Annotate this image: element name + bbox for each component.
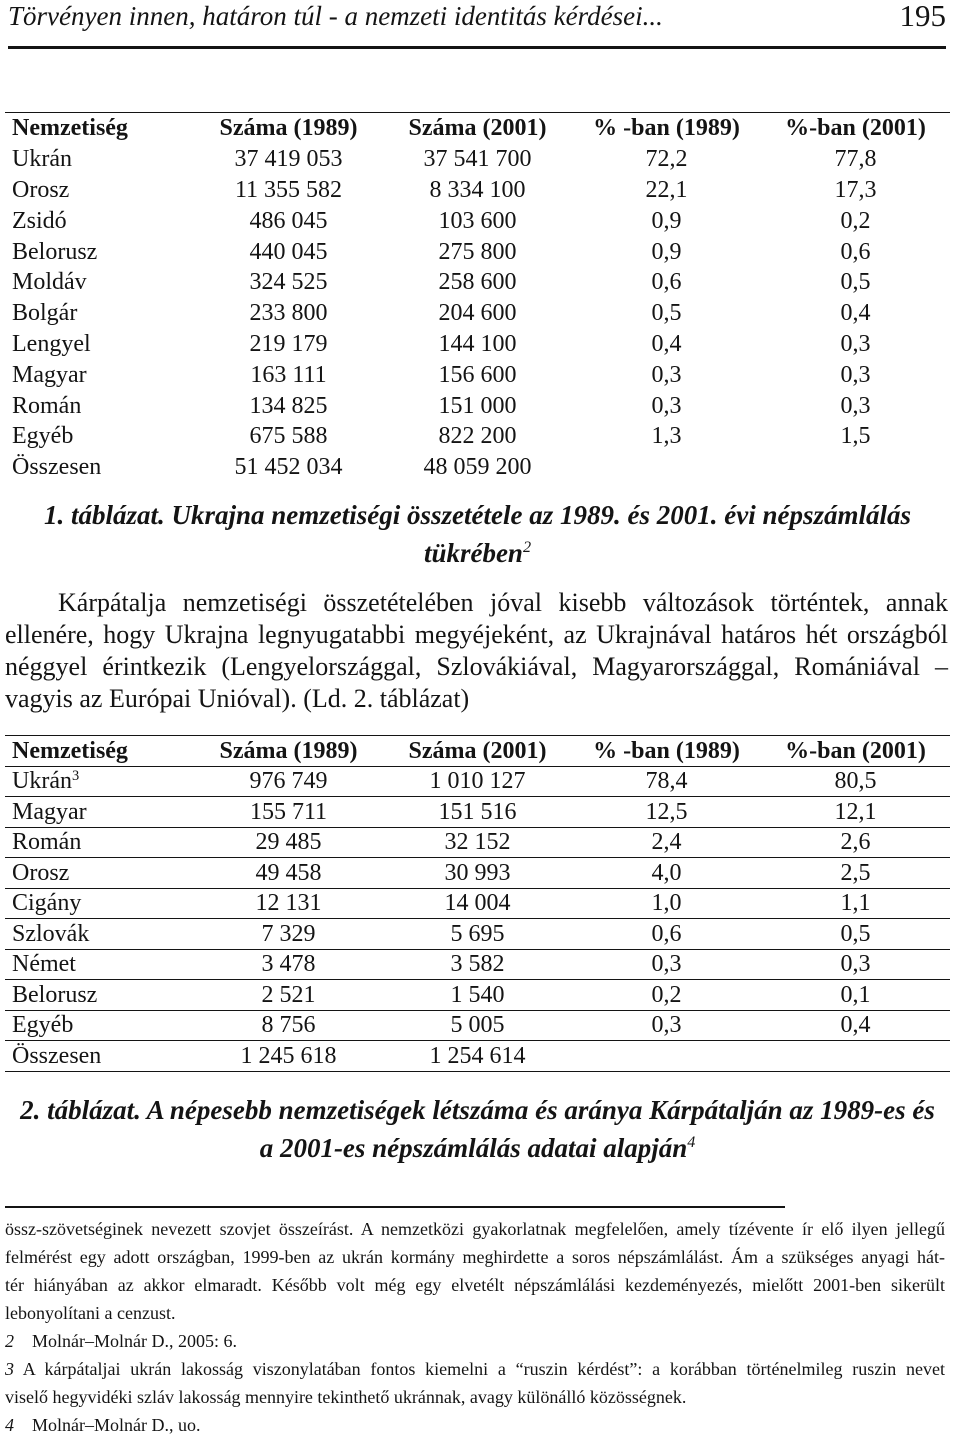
column-header: %-ban (2001) [761, 736, 950, 767]
paragraph-line: néggyel érintkezik (Lengyelországgal, Szlovákiával, Magyarországgal, Romániával – [5, 652, 948, 681]
paragraph-line: Kárpátalja nemzetiségi összetételében jóval kisebb változások történtek, annak [58, 588, 948, 617]
cell-text: 17,3 [834, 176, 877, 203]
row-label-cell [5, 949, 194, 980]
table-cell [572, 797, 761, 828]
caption-text: a 2001-es népszámlálás adatai alapján [259, 1133, 688, 1163]
table-cell [194, 390, 383, 421]
row-label-cell [5, 1041, 194, 1072]
cell-text: 0,3 [840, 392, 871, 419]
cell-text: 0,3 [651, 392, 682, 419]
row-label-cell [5, 144, 194, 175]
cell-text: 0,9 [651, 238, 682, 265]
cell-text: Román [12, 392, 82, 419]
table-cell [572, 452, 761, 483]
cell-text: 0,3 [651, 951, 682, 978]
cell-text: 0,2 [651, 981, 682, 1008]
table-cell [572, 267, 761, 298]
column-header: Száma (1989) [194, 113, 383, 144]
cell-text: Moldáv [12, 269, 87, 296]
table-row [5, 390, 950, 421]
cell-text: 0,3 [840, 330, 871, 357]
table-row [5, 236, 950, 267]
footnote-number: 3 [5, 1359, 14, 1379]
cell-text: 77,8 [834, 146, 877, 173]
table-cell [383, 298, 572, 329]
body-paragraph [5, 587, 948, 715]
table-cell [194, 421, 383, 452]
table-cell [761, 919, 950, 950]
table-cell [761, 359, 950, 390]
cell-text: 233 800 [249, 300, 328, 327]
table-cell [383, 797, 572, 828]
cell-text: 0,4 [840, 300, 871, 327]
table-row [5, 175, 950, 206]
cell-text: Román [12, 829, 82, 856]
cell-text: 14 004 [444, 890, 511, 917]
cell-text: 12,1 [834, 798, 877, 825]
table-cell [194, 919, 383, 950]
table-row [5, 298, 950, 329]
cell-text: 32 152 [444, 829, 511, 856]
table-2-header [5, 736, 950, 767]
caption-line: 1. táblázat. Ukrajna nemzetiségi összetétele az 1989. és 2001. évi népszámlálás [44, 500, 911, 530]
cell-text: Orosz [12, 859, 70, 886]
footnote-ref: 3 [71, 767, 80, 784]
table-cell [383, 236, 572, 267]
table-cell [572, 1010, 761, 1041]
table-cell [761, 858, 950, 889]
column-header: Nemzetiség [5, 113, 194, 144]
table-cell [383, 267, 572, 298]
footnote-line: tér hiányában az akkor elmaradt. Később volt még egy elvetélt népszámlálási kezdeményezés, mielőtt 2001-ben sikerült [5, 1275, 945, 1295]
table-cell [194, 949, 383, 980]
row-label-cell [5, 175, 194, 206]
table-cell [383, 329, 572, 360]
table-row [5, 797, 950, 828]
table-cell [572, 421, 761, 452]
table-cell [383, 1010, 572, 1041]
table-cell [761, 329, 950, 360]
cell-text: Bolgár [12, 300, 78, 327]
footnote-line: össz-szövetséginek nevezett szovjet összeírást. A nemzetközi gyakorlatnak megfelelően, amely tízévente ír elő ilyen jellegű [5, 1219, 945, 1239]
cell-text: 3 582 [450, 951, 505, 978]
table-row [5, 980, 950, 1011]
cell-text: 155 711 [249, 798, 328, 825]
cell-text: 0,6 [840, 238, 871, 265]
table-row [5, 919, 950, 950]
cell-text: 0,6 [651, 920, 682, 947]
column-header: %-ban (2001) [761, 113, 950, 144]
table-cell [572, 205, 761, 236]
table-row [5, 827, 950, 858]
caption-line [5, 1129, 950, 1167]
table-cell [572, 827, 761, 858]
table-1-header [5, 113, 950, 144]
paragraph-line: vagyis az Európai Unióval). (Ld. 2. táblázat) [5, 684, 470, 713]
cell-text: 219 179 [249, 330, 328, 357]
table-row [5, 421, 950, 452]
row-label-cell [5, 205, 194, 236]
cell-text: Zsidó [12, 207, 67, 234]
cell-text: 5 005 [450, 1012, 505, 1039]
cell-text: 0,2 [840, 207, 871, 234]
row-label-cell [5, 1010, 194, 1041]
table-row [5, 949, 950, 980]
table-cell [761, 827, 950, 858]
table-cell [194, 329, 383, 360]
table-cell [761, 205, 950, 236]
cell-text: Magyar [12, 361, 87, 388]
cell-text: Összesen [12, 454, 102, 481]
caption-line [5, 534, 950, 572]
table-cell [761, 980, 950, 1011]
cell-text: 1 245 618 [240, 1042, 337, 1069]
running-title: Törvényen innen, határon túl - a nemzeti identitás kérdései... [8, 1, 663, 31]
cell-text: 324 525 [249, 269, 328, 296]
table-2-caption [5, 1091, 950, 1167]
table-cell [572, 390, 761, 421]
cell-text: 822 200 [438, 423, 517, 450]
cell-text: Cigány [12, 890, 82, 917]
table-row [5, 329, 950, 360]
cell-text: 0,3 [651, 1012, 682, 1039]
cell-text: 156 600 [438, 361, 517, 388]
row-label-cell [5, 797, 194, 828]
footnote-line: felmérést egy adott országban, 1999-ben az ukrán kormány meghirdette a soros népszámlálást. Ám a szükséges anyagi hát- [5, 1247, 945, 1267]
table-2-body [5, 766, 950, 1071]
footnote-4 [5, 1411, 945, 1439]
table-cell [761, 797, 950, 828]
table-cell [383, 980, 572, 1011]
table-cell [761, 390, 950, 421]
table-cell [572, 329, 761, 360]
cell-text: 78,4 [645, 768, 688, 795]
table-row [5, 359, 950, 390]
caption-line: 2. táblázat. A népesebb nemzetiségek létszáma és aránya Kárpátalján az 1989-es és [20, 1095, 935, 1125]
table-cell [194, 766, 383, 797]
cell-text: 2,6 [840, 829, 871, 856]
table-cell [761, 888, 950, 919]
cell-text: 440 045 [249, 238, 328, 265]
footnote-rule [5, 1206, 785, 1208]
table-cell [194, 797, 383, 828]
table-cell [572, 980, 761, 1011]
table-cell [194, 205, 383, 236]
cell-text: 1,3 [651, 423, 682, 450]
cell-text: 0,4 [651, 330, 682, 357]
table-cell [761, 1010, 950, 1041]
table-row [5, 1010, 950, 1041]
footnote-line: viselő hegyvidéki szláv lakosság mennyire tekinthető ukránnak, avagy különálló közösségnek. [5, 1387, 687, 1407]
footnote-2 [5, 1327, 945, 1355]
table-1-body [5, 144, 950, 483]
column-header: Száma (2001) [383, 736, 572, 767]
table-1-caption [5, 496, 950, 572]
cell-text: Német [12, 951, 76, 978]
table-cell [194, 888, 383, 919]
footnote-text: A kárpátaljai ukrán lakosság viszonylatában fontos kiemelni a “ruszin kérdést”: a korábban történelmileg ruszin nevet [22, 1359, 945, 1379]
cell-text: Lengyel [12, 330, 91, 357]
cell-text: 1 254 614 [429, 1042, 526, 1069]
table-cell [761, 452, 950, 483]
cell-text: 2,4 [651, 829, 682, 856]
table-header-row [5, 736, 950, 767]
table-cell [761, 949, 950, 980]
cell-text: 7 329 [261, 920, 316, 947]
footnote-number: 2 [5, 1331, 14, 1351]
table-cell [194, 144, 383, 175]
cell-text: 3 478 [261, 951, 316, 978]
cell-text: 0,5 [840, 920, 871, 947]
footnotes [5, 1215, 945, 1439]
cell-text: 0,3 [651, 361, 682, 388]
table-cell [383, 421, 572, 452]
cell-text: 49 458 [255, 859, 322, 886]
table-cell [194, 980, 383, 1011]
cell-text: 144 100 [438, 330, 517, 357]
table-cell [383, 888, 572, 919]
row-label-cell [5, 452, 194, 483]
table-row [5, 766, 950, 797]
table-cell [383, 205, 572, 236]
table-cell [383, 827, 572, 858]
cell-text: 0,3 [840, 361, 871, 388]
table-cell [194, 175, 383, 206]
column-header: % -ban (1989) [572, 113, 761, 144]
cell-text: 0,3 [840, 951, 871, 978]
cell-text: Belorusz [12, 981, 98, 1008]
row-label-cell [5, 980, 194, 1011]
cell-text: Összesen [12, 1042, 102, 1069]
table-cell [761, 267, 950, 298]
table-cell [761, 236, 950, 267]
table-cell [194, 267, 383, 298]
cell-text: 1,5 [840, 423, 871, 450]
cell-text: 4,0 [651, 859, 682, 886]
table-cell [383, 144, 572, 175]
table-cell [194, 359, 383, 390]
cell-text: 29 485 [255, 829, 322, 856]
table-cell [194, 452, 383, 483]
table-row [5, 267, 950, 298]
row-label-cell [5, 329, 194, 360]
cell-text: 5 695 [450, 920, 505, 947]
cell-text: 204 600 [438, 300, 517, 327]
cell-text: 0,5 [840, 269, 871, 296]
cell-text: 1,1 [840, 890, 871, 917]
table-row [5, 205, 950, 236]
table-cell [383, 919, 572, 950]
row-label-cell [5, 359, 194, 390]
row-label-cell [5, 267, 194, 298]
table-cell [194, 858, 383, 889]
row-label-cell [5, 421, 194, 452]
cell-text: 12 131 [255, 890, 322, 917]
cell-text: 0,4 [840, 1012, 871, 1039]
row-label-cell [5, 390, 194, 421]
cell-text: Magyar [12, 798, 87, 825]
footnote-text: Molnár–Molnár D., uo. [32, 1415, 201, 1435]
cell-text: Egyéb [12, 1012, 74, 1039]
cell-text: 0,1 [840, 981, 871, 1008]
row-label-cell [5, 919, 194, 950]
footnote-line: lebonyolítani a cenzust. [5, 1303, 176, 1323]
cell-text: 37 541 700 [423, 146, 532, 173]
row-label-cell [5, 888, 194, 919]
table-cell [761, 1041, 950, 1072]
table-row [5, 144, 950, 175]
table-cell [383, 858, 572, 889]
column-header: Száma (2001) [383, 113, 572, 144]
table-row [5, 888, 950, 919]
table-cell [383, 390, 572, 421]
cell-text: Ukrán [12, 768, 72, 795]
cell-text: 22,1 [645, 176, 688, 203]
table-cell [572, 298, 761, 329]
table-cell [572, 919, 761, 950]
table-cell [761, 144, 950, 175]
cell-text: 1 010 127 [429, 768, 526, 795]
table-cell [383, 949, 572, 980]
table-row [5, 1041, 950, 1072]
table-cell [383, 452, 572, 483]
row-label-cell [5, 766, 194, 797]
cell-text: 51 452 034 [234, 454, 343, 481]
cell-text: 12,5 [645, 798, 688, 825]
column-header: Nemzetiség [5, 736, 194, 767]
table-cell [761, 175, 950, 206]
row-label-cell [5, 298, 194, 329]
cell-text: 30 993 [444, 859, 511, 886]
table-cell [572, 144, 761, 175]
cell-text: 151 516 [438, 798, 517, 825]
cell-text: 48 059 200 [423, 454, 532, 481]
cell-text: 134 825 [249, 392, 328, 419]
table-cell [383, 766, 572, 797]
cell-text: Ukrán [12, 146, 72, 173]
cell-text: 8 334 100 [429, 176, 526, 203]
cell-text: Szlovák [12, 920, 90, 947]
table-cell [383, 359, 572, 390]
cell-text: Egyéb [12, 423, 74, 450]
table-row [5, 452, 950, 483]
table-row [5, 858, 950, 889]
cell-text: 486 045 [249, 207, 328, 234]
header-rule [8, 46, 946, 49]
cell-text: 151 000 [438, 392, 517, 419]
column-header: % -ban (1989) [572, 736, 761, 767]
table-cell [761, 298, 950, 329]
table-cell [761, 766, 950, 797]
row-label-cell [5, 858, 194, 889]
table-cell [572, 236, 761, 267]
page-number: 195 [899, 0, 946, 33]
table-cell [572, 766, 761, 797]
cell-text: Belorusz [12, 238, 98, 265]
cell-text: 103 600 [438, 207, 517, 234]
column-header: Száma (1989) [194, 736, 383, 767]
footnote-3 [5, 1355, 945, 1383]
table-2 [5, 735, 950, 1072]
cell-text: 72,2 [645, 146, 688, 173]
table-cell [194, 1010, 383, 1041]
cell-text: 258 600 [438, 269, 517, 296]
table-cell [761, 421, 950, 452]
cell-text: 1 540 [450, 981, 505, 1008]
table-cell [572, 949, 761, 980]
table-cell [194, 1041, 383, 1072]
cell-text: 0,5 [651, 300, 682, 327]
table-cell [383, 175, 572, 206]
cell-text: 675 588 [249, 423, 328, 450]
table-cell [572, 1041, 761, 1072]
table-cell [194, 298, 383, 329]
table-cell [572, 888, 761, 919]
footnote-text: Molnár–Molnár D., 2005: 6. [32, 1331, 237, 1351]
cell-text: 8 756 [261, 1012, 316, 1039]
footnote-number: 4 [5, 1415, 14, 1435]
cell-text: 2 521 [261, 981, 316, 1008]
row-label-cell [5, 236, 194, 267]
table-1 [5, 112, 950, 483]
cell-text: 37 419 053 [234, 146, 343, 173]
cell-text: 163 111 [250, 361, 327, 388]
cell-text: 1,0 [651, 890, 682, 917]
caption-text: tükrében [423, 538, 523, 568]
cell-text: 0,9 [651, 207, 682, 234]
cell-text: 0,6 [651, 269, 682, 296]
footnote-ref: 4 [687, 1133, 696, 1152]
table-cell [572, 858, 761, 889]
table-cell [572, 175, 761, 206]
table-cell [194, 827, 383, 858]
cell-text: 11 355 582 [234, 176, 343, 203]
cell-text: 80,5 [834, 768, 877, 795]
cell-text: Orosz [12, 176, 70, 203]
cell-text: 2,5 [840, 859, 871, 886]
table-cell [194, 236, 383, 267]
footnote-ref: 2 [522, 538, 532, 557]
table-cell [383, 1041, 572, 1072]
cell-text: 976 749 [249, 768, 328, 795]
table-cell [572, 359, 761, 390]
cell-text: 275 800 [438, 238, 517, 265]
table-header-row [5, 113, 950, 144]
row-label-cell [5, 827, 194, 858]
paragraph-line: ellenére, hogy Ukrajna legnyugatabbi megyéjeként, az Ukrajnával határos hét országból [5, 620, 948, 649]
